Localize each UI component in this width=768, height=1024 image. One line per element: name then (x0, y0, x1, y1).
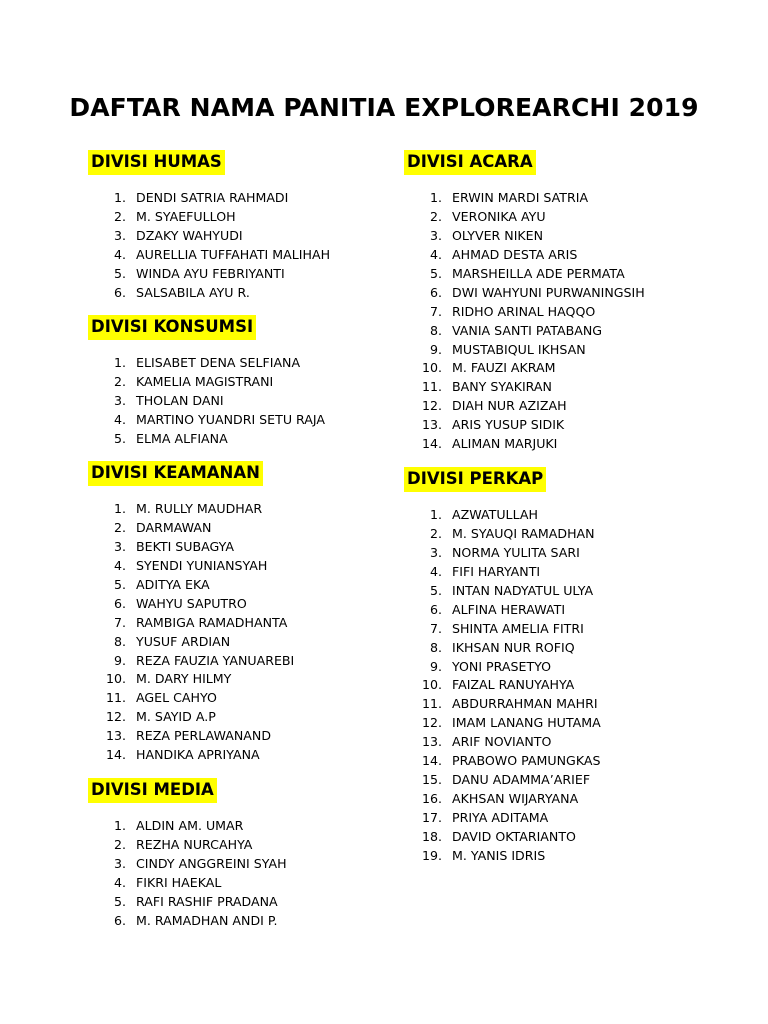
list-item-number: 4. (113, 874, 126, 890)
list-item-number: 13. (421, 417, 442, 433)
division-keamanan (88, 461, 294, 765)
division-title: DIVISI MEDIA (88, 778, 217, 803)
list-item-name: M. FAUZI AKRAM (452, 360, 556, 376)
list-item-name: AURELLIA TUFFAHATI MALIHAH (136, 246, 331, 262)
list-item-number: 8. (429, 322, 442, 338)
list-item-name: ELMA ALFIANA (136, 430, 228, 446)
list-item (113, 500, 294, 519)
list-item-name: FIFI HARYANTI (452, 563, 541, 579)
list-item-name: SALSABILA AYU R. (136, 284, 250, 300)
list-item (113, 227, 330, 246)
list-item-number: 4. (429, 563, 442, 579)
list-item-name: OLYVER NIKEN (452, 227, 544, 243)
list-item (429, 506, 601, 525)
list-item-number: 1. (113, 190, 126, 205)
list-item (421, 771, 601, 790)
list-item (421, 809, 601, 828)
list-item (421, 695, 601, 714)
list-item-number: 11. (421, 379, 442, 395)
list-item-number: 8. (429, 639, 442, 655)
member-list (113, 189, 331, 303)
list-item-number: 10. (421, 360, 442, 376)
list-item (113, 614, 294, 633)
list-item-number: 6. (113, 912, 126, 928)
list-item-name: MARSHEILLA ADE PERMATA (452, 265, 625, 281)
list-item-name: INTAN NADYATUL ULYA (452, 582, 594, 598)
list-item-name: YONI PRASETYO (452, 658, 552, 674)
list-item-number: 19. (421, 847, 442, 863)
division-humas (88, 150, 330, 303)
list-item (429, 544, 601, 563)
list-item-name: ARIS YUSUP SIDIK (452, 417, 565, 433)
member-list (113, 817, 287, 931)
list-item-name: ADITYA EKA (136, 576, 210, 592)
list-item-name: YUSUF ARDIAN (136, 633, 231, 649)
list-item-number: 1. (429, 190, 442, 205)
list-item-number: 14. (105, 747, 126, 763)
list-item-name: MUSTABIQUL IKHSAN (452, 341, 586, 357)
list-item-number: 15. (421, 772, 442, 788)
list-item (429, 658, 601, 677)
list-item-number: 10. (105, 671, 126, 687)
list-item-number: 1. (113, 818, 126, 833)
list-item (113, 595, 294, 614)
list-item (429, 284, 645, 303)
division-title: DIVISI ACARA (404, 150, 536, 175)
division-title: DIVISI KEAMANAN (88, 461, 263, 486)
division-title: DIVISI PERKAP (404, 467, 546, 492)
list-item (429, 525, 601, 544)
list-item-name: DARMAWAN (136, 519, 212, 535)
page-title: DAFTAR NAMA PANITIA EXPLOREARCHI 2019 (69, 93, 699, 122)
list-item (429, 322, 645, 341)
list-item-number: 13. (421, 734, 442, 750)
list-item (429, 563, 601, 582)
list-item-number: 9. (429, 341, 442, 357)
list-item-number: 6. (113, 595, 126, 611)
list-item (421, 828, 601, 847)
list-item-number: 11. (421, 696, 442, 712)
list-item (113, 893, 287, 912)
list-item-number: 4. (429, 246, 442, 262)
list-item-number: 3. (113, 227, 126, 243)
list-item (421, 790, 601, 809)
list-item (113, 265, 330, 284)
list-item-name: REZA FAUZIA YANUAREBI (136, 652, 295, 668)
list-item (113, 817, 287, 836)
list-item (429, 189, 645, 208)
list-item (105, 727, 294, 746)
list-item-number: 6. (113, 284, 126, 300)
list-item-name: PRIYA ADITAMA (452, 810, 549, 825)
division-konsumsi (88, 315, 325, 449)
list-item (113, 189, 330, 208)
list-item (113, 874, 287, 893)
list-item-name: DANU ADAMMA’ARIEF (452, 772, 591, 788)
member-list (421, 506, 601, 866)
list-item-number: 1. (113, 501, 126, 516)
list-item-number: 11. (105, 690, 126, 706)
list-item-name: WINDA AYU FEBRIYANTI (136, 265, 285, 281)
list-item-name: FIKRI HAEKAL (136, 874, 222, 890)
list-item (113, 576, 294, 595)
list-item (429, 341, 645, 360)
list-item-number: 12. (421, 715, 442, 731)
list-item-number: 14. (421, 753, 442, 769)
list-item (429, 265, 645, 284)
list-item (429, 208, 645, 227)
list-item (113, 284, 330, 303)
list-item (105, 670, 294, 689)
list-item-number: 6. (429, 601, 442, 617)
list-item (113, 354, 325, 373)
list-item (429, 582, 601, 601)
list-item-name: DENDI SATRIA RAHMADI (136, 190, 289, 205)
list-item (421, 733, 601, 752)
list-item-number: 4. (113, 411, 126, 427)
list-item-number: 3. (429, 544, 442, 560)
list-item-name: THOLAN DANI (136, 392, 224, 408)
list-item-number: 2. (113, 208, 126, 224)
list-item-number: 2. (429, 208, 442, 224)
list-item-name: AZWATULLAH (452, 507, 538, 522)
list-item-name: M. RULLY MAUDHAR (136, 501, 263, 516)
list-item-name: IMAM LANANG HUTAMA (452, 715, 601, 731)
list-item-name: M. YANIS IDRIS (452, 847, 546, 863)
list-item-number: 12. (105, 709, 126, 725)
list-item (113, 519, 294, 538)
list-item-number: 12. (421, 398, 442, 414)
list-item-number: 5. (429, 582, 442, 598)
list-item-name: SHINTA AMELIA FITRI (452, 620, 584, 636)
list-item (429, 601, 601, 620)
list-item-name: DIAH NUR AZIZAH (452, 398, 567, 414)
list-item-number: 1. (429, 507, 442, 522)
list-item-number: 5. (429, 265, 442, 281)
list-item-name: PRABOWO PAMUNGKAS (452, 753, 601, 769)
list-item-name: ELISABET DENA SELFIANA (136, 355, 301, 370)
list-item-name: RIDHO ARINAL HAQQO (452, 303, 596, 319)
list-item (113, 392, 325, 411)
list-item-number: 4. (113, 246, 126, 262)
list-item-number: 8. (113, 633, 126, 649)
list-item-number: 13. (105, 728, 126, 744)
list-item (105, 746, 294, 765)
list-item-name: AGEL CAHYO (136, 690, 217, 706)
list-item-number: 2. (429, 525, 442, 541)
list-item (113, 652, 295, 671)
list-item (113, 557, 294, 576)
list-item (429, 227, 645, 246)
list-item (113, 411, 325, 430)
list-item-number: 2. (113, 373, 126, 389)
list-item-name: DAVID OKTARIANTO (452, 828, 576, 844)
list-item (421, 378, 645, 397)
list-item (429, 639, 601, 658)
list-item-number: 5. (113, 430, 126, 446)
list-item-name: BANY SYAKIRAN (452, 379, 552, 395)
list-item (421, 752, 601, 771)
list-item-name: WAHYU SAPUTRO (136, 595, 247, 611)
list-item-number: 3. (113, 855, 126, 871)
list-item (429, 246, 645, 265)
list-item (105, 708, 294, 727)
list-item-name: DWI WAHYUNI PURWANINGSIH (452, 284, 645, 300)
member-list (105, 500, 295, 765)
list-item (421, 676, 601, 695)
list-item (421, 714, 601, 733)
list-item-name: ALIMAN MARJUKI (452, 436, 558, 452)
list-item-number: 2. (113, 519, 126, 535)
list-item-number: 3. (429, 227, 442, 243)
list-item-name: SYENDI YUNIANSYAH (136, 557, 268, 573)
list-item-number: 7. (429, 620, 442, 636)
list-item (105, 689, 294, 708)
list-item (113, 373, 325, 392)
list-item (429, 303, 645, 322)
list-item-name: DZAKY WAHYUDI (136, 227, 243, 243)
list-item (113, 538, 294, 557)
division-title: DIVISI KONSUMSI (88, 315, 256, 340)
list-item-name: AKHSAN WIJARYANA (452, 791, 579, 807)
list-item (421, 416, 645, 435)
list-item (429, 620, 601, 639)
list-item-name: M. SYAEFULLOH (136, 208, 236, 224)
list-item-name: BEKTI SUBAGYA (136, 538, 234, 554)
list-item-name: REZHA NURCAHYA (136, 836, 253, 852)
member-list (113, 354, 325, 449)
division-title: DIVISI HUMAS (88, 150, 225, 175)
list-item-number: 2. (113, 836, 126, 852)
division-perkap (404, 467, 601, 866)
division-media (88, 778, 287, 931)
list-item-number: 3. (113, 538, 126, 554)
list-item-name: RAMBIGA RAMADHANTA (136, 614, 288, 630)
list-item (421, 435, 645, 454)
list-item (113, 246, 331, 265)
list-item (421, 397, 645, 416)
list-item-number: 5. (113, 893, 126, 909)
list-item (113, 430, 325, 449)
list-item-number: 18. (421, 828, 442, 844)
list-item-name: FAIZAL RANUYAHYA (452, 677, 575, 693)
list-item-name: REZA PERLAWANAND (136, 728, 272, 744)
list-item-number: 9. (429, 658, 442, 674)
list-item-number: 17. (421, 810, 442, 825)
list-item-name: ARIF NOVIANTO (452, 734, 552, 750)
list-item-name: KAMELIA MAGISTRANI (136, 373, 274, 389)
list-item (113, 912, 287, 931)
list-item-name: M. SAYID A.P (136, 709, 216, 725)
list-item-number: 6. (429, 284, 442, 300)
list-item-name: RAFI RASHIF PRADANA (136, 893, 278, 909)
list-item-name: M. RAMADHAN ANDI P. (136, 912, 278, 928)
list-item (113, 633, 294, 652)
list-item-name: CINDY ANGGREINI SYAH (136, 855, 287, 871)
list-item-name: M. SYAUQI RAMADHAN (452, 525, 595, 541)
list-item-name: NORMA YULITA SARI (452, 544, 580, 560)
list-item-name: VANIA SANTI PATABANG (452, 322, 603, 338)
list-item-number: 4. (113, 557, 126, 573)
list-item-name: MARTINO YUANDRI SETU RAJA (136, 411, 325, 427)
division-acara (404, 150, 645, 454)
list-item-number: 7. (429, 303, 442, 319)
list-item-name: ALDIN AM. UMAR (136, 818, 244, 833)
list-item (421, 359, 645, 378)
list-item-name: VERONIKA AYU (452, 208, 546, 224)
list-item-number: 9. (113, 652, 126, 668)
list-item (421, 847, 601, 866)
list-item-number: 10. (421, 677, 442, 693)
list-item (113, 855, 287, 874)
list-item-number: 5. (113, 576, 126, 592)
list-item-name: IKHSAN NUR ROFIQ (452, 639, 575, 655)
list-item-name: ALFINA HERAWATI (452, 601, 566, 617)
list-item-name: M. DARY HILMY (136, 671, 232, 687)
list-item-name: ERWIN MARDI SATRIA (452, 190, 589, 205)
list-item-name: HANDIKA APRIYANA (136, 747, 260, 763)
member-list (421, 189, 645, 454)
list-item-name: ABDURRAHMAN MAHRI (452, 696, 598, 712)
list-item-number: 14. (421, 436, 442, 452)
list-item-number: 1. (113, 355, 126, 370)
list-item-number: 16. (421, 791, 442, 807)
list-item (113, 836, 287, 855)
list-item-number: 7. (113, 614, 126, 630)
list-item (113, 208, 330, 227)
list-item-number: 5. (113, 265, 126, 281)
list-item-number: 3. (113, 392, 126, 408)
list-item-name: AHMAD DESTA ARIS (452, 246, 578, 262)
